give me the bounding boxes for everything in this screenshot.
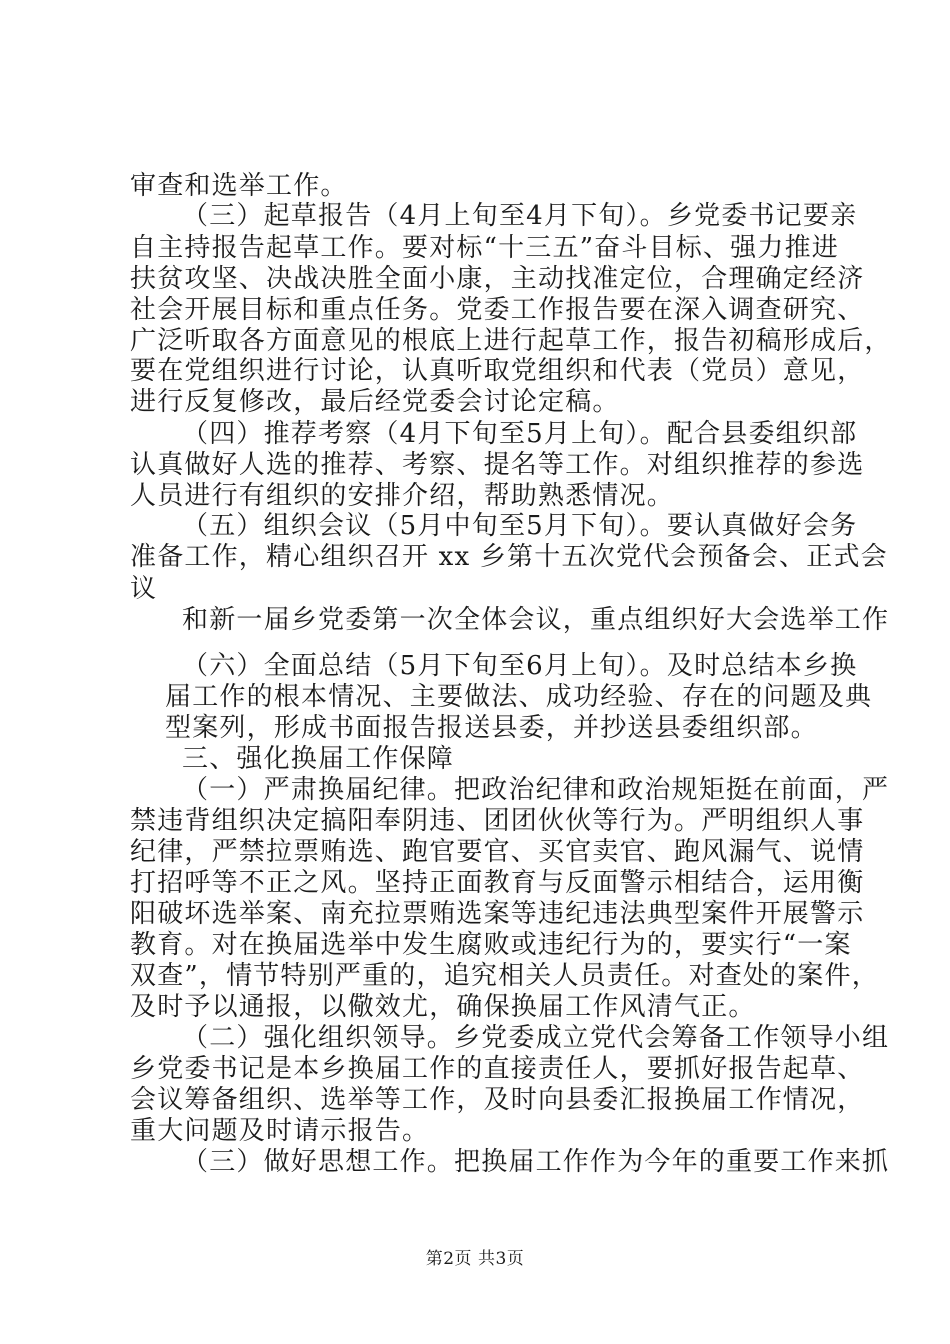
text-line: 教育。对在换届选举中发生腐败或违纪行为的，要实行“一案: [130, 930, 852, 960]
text-line: （四）推荐考察（4月下旬至5月上旬）。配合县委组织部: [182, 419, 858, 449]
text-line: 届工作的根本情况、主要做法、成功经验、存在的问题及典: [165, 682, 873, 712]
text-line: 型案列，形成书面报告报送县委，并抄送县委组织部。: [165, 713, 818, 743]
text-line: 认真做好人选的推荐、考察、提名等工作。对组织推荐的参选: [130, 450, 865, 480]
text-line: 及时予以通报，以儆效尤，确保换届工作风清气正。: [130, 992, 756, 1022]
text-line: 乡党委书记是本乡换届工作的直接责任人，要抓好报告起草、: [130, 1054, 865, 1084]
text-line: 扶贫攻坚、决战决胜全面小康，主动找准定位，合理确定经济: [130, 264, 865, 294]
text-line: 社会开展目标和重点任务。党委工作报告要在深入调查研究、: [130, 295, 865, 325]
text-line: 和新一届乡党委第一次全体会议，重点组织好大会选举工作: [182, 605, 890, 635]
text-line: 禁违背组织决定搞阳奉阴违、团团伙伙等行为。严明组织人事: [130, 806, 865, 836]
section-heading: 三、强化换届工作保障: [182, 744, 455, 774]
text-line: （五）组织会议（5月中旬至5月下旬）。要认真做好会务: [182, 511, 858, 541]
text-line: 准备工作，精心组织召开 xx 乡第十五次党代会预备会、正式会: [130, 542, 888, 572]
text-line: （二）强化组织领导。乡党委成立党代会筹备工作领导小组: [182, 1023, 890, 1053]
text-line: 纪律，严禁拉票贿选、跑官要官、买官卖官、跑风漏气、说情: [130, 837, 865, 867]
text-line: 广泛听取各方面意见的根底上进行起草工作，报告初稿形成后，: [130, 326, 892, 356]
text-line: 议: [130, 574, 158, 604]
text-line: （六）全面总结（5月下旬至6月上旬）。及时总结本乡换: [182, 651, 858, 681]
text-line: 自主持报告起草工作。要对标“十三五”奋斗目标、强力推进: [130, 233, 839, 263]
text-line: 阳破坏选举案、南充拉票贿选案等违纪违法典型案件开展警示: [130, 899, 865, 929]
text-line: （一）严肃换届纪律。把政治纪律和政治规矩挺在前面，严: [182, 775, 890, 805]
text-line: 进行反复修改，最后经党委会讨论定稿。: [130, 387, 620, 417]
text-line: 要在党组织进行讨论，认真听取党组织和代表（党员）意见，: [130, 356, 865, 386]
text-line: 审查和选举工作。: [130, 171, 348, 201]
page-number-footer: 第2页 共3页: [425, 1249, 525, 1269]
text-line: 重大问题及时请示报告。: [130, 1116, 430, 1146]
text-line: 会议筹备组织、选举等工作，及时向县委汇报换届工作情况，: [130, 1085, 865, 1115]
text-line: 人员进行有组织的安排介绍，帮助熟悉情况。: [130, 481, 675, 511]
text-line: （三）起草报告（4月上旬至4月下旬）。乡党委书记要亲: [182, 201, 858, 231]
text-line: （三）做好思想工作。把换届工作作为今年的重要工作来抓: [182, 1147, 890, 1177]
text-line: 双查”，情节特别严重的，追究相关人员责任。对查处的案件，: [130, 961, 879, 991]
text-line: 打招呼等不正之风。坚持正面教育与反面警示相结合，运用衡: [130, 868, 865, 898]
